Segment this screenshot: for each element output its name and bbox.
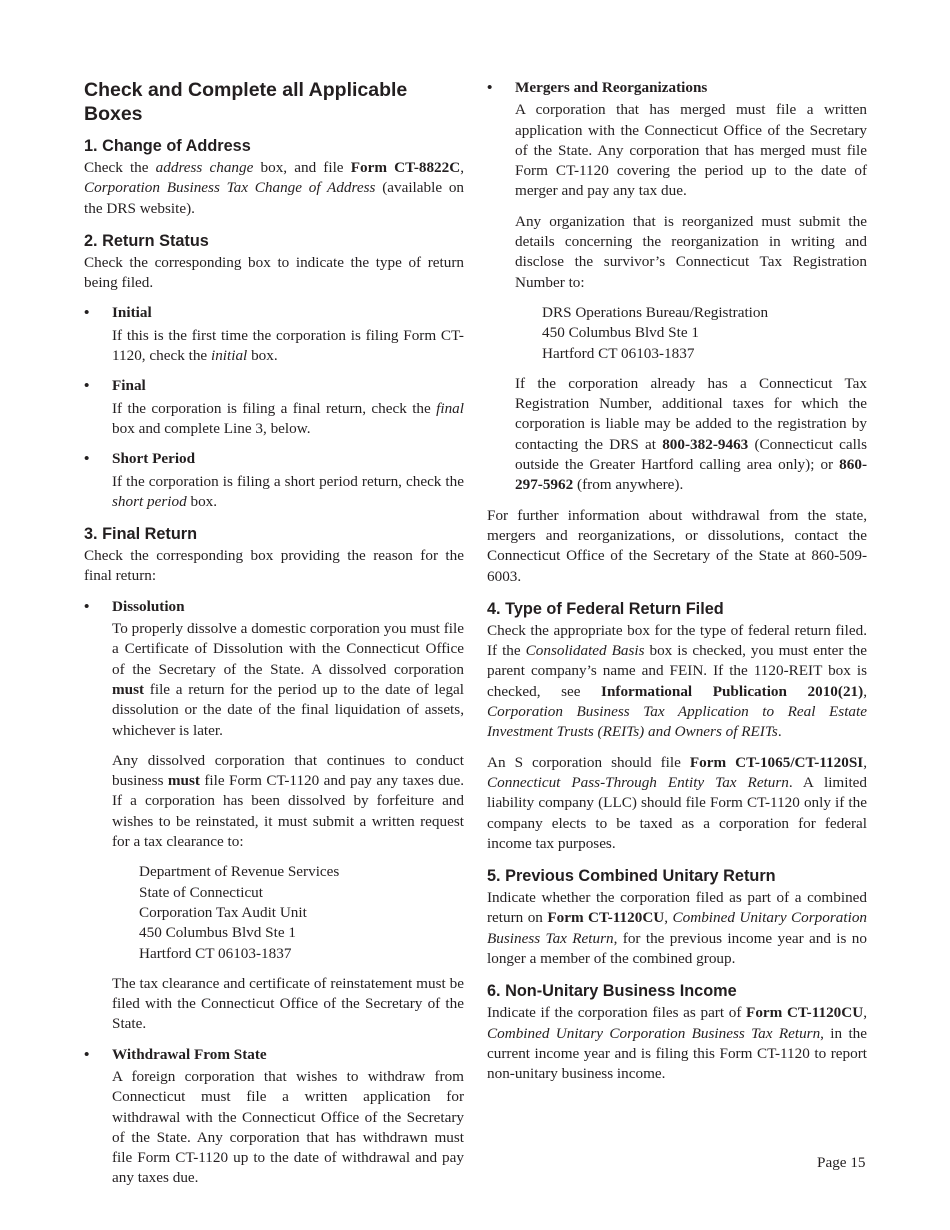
previous-combined-text: Indicate whether the corporation filed as part of a combined return on Form CT-1120CU, Combined Unitary Corporation Business Tax Return, for the previous income year and is no longer a member of the combined group.: [487, 889, 868, 967]
final-text: If the corporation is filing a final return, check the final box and complete Line 3, below.: [112, 399, 464, 437]
further-information-text: For further information about withdrawal from the state, mergers and reorganizations, or dissolutions, contact the Connecticut Office of the Secretary of the State at 860-509-6003.: [487, 506, 867, 585]
mergers-text-1: A corporation that has merged must file a written application with the Connecticut Office of the Secretary of the State. Any corporation that has merged must file Form CT-1120 covering the period up to the date of merger and pay any tax due.: [515, 101, 867, 200]
initial-text: If this is the first time the corporation is filing Form CT-1120, check the initial box.: [112, 326, 464, 365]
section-title: 2. Return Status: [84, 231, 209, 250]
short-period-text: If the corporation is filing a short period return, check the short period box.: [112, 472, 464, 510]
section-title: 4. Type of Federal Return Filed: [487, 599, 724, 618]
section-return-status: [84, 231, 464, 512]
return-status-intro: Check the corresponding box to indicate the type of return being filed.: [84, 253, 464, 292]
dissolution-text-2: Any dissolved corporation that continues to conduct business must file Form CT-1120 and pay any taxes due. If a corporation has been dissolved by forfeiture and wishes to be reinstated, it must submit a written request for a tax clearance to:: [112, 751, 464, 851]
section-previous-combined: [487, 866, 867, 969]
section-final-return: [84, 524, 464, 1189]
section-title: 5. Previous Combined Unitary Return: [487, 867, 776, 886]
section-federal-return: [487, 599, 867, 854]
registration-address: DRS Operations Bureau/Registration 450 Columbus Blvd Ste 1 Hartford CT 06103-1837: [542, 303, 769, 362]
right-column: [487, 78, 867, 1096]
bullet-short-period: • Short Period: [84, 449, 464, 469]
bullet-final: • Final: [84, 376, 464, 396]
bullet-icon: •: [84, 450, 90, 468]
bullet-icon: •: [84, 377, 90, 395]
federal-return-text-2: An S corporation should file Form CT-1065/CT-1120SI, Connecticut Pass-Through Entity Tax Return. A limited liability company (LLC) should file Form CT-1120 only if the company elects to be taxed as a corporation for federal income tax purposes.: [487, 753, 867, 852]
bullet-icon: •: [84, 304, 90, 322]
final-return-intro: Check the corresponding box providing the reason for the final return:: [84, 547, 464, 585]
mergers-text-3: If the corporation already has a Connecticut Tax Registration Number, additional taxes for which the corporation is liable may be added to the registration by contacting the DRS at 800-382-9463 (Connecticut calls outside the Greater Hartford calling area only); or 860-297-5962 (from anywhere).: [515, 374, 867, 494]
main-heading: Check and Complete all Applicable Boxes: [84, 79, 408, 125]
dissolution-text-1: To properly dissolve a domestic corporation you must file a Certificate of Dissolution with the Connecticut Office of the Secretary of the State. A dissolved corporation must file a return for the period up to the date of legal dissolution or the date of the final liquidation of assets, whichever is later.: [112, 620, 464, 739]
bullet-initial: • Initial: [84, 303, 464, 323]
page-number: Page 15: [817, 1154, 866, 1171]
bullet-mergers: • Mergers and Reorganizations: [487, 78, 867, 98]
section-change-of-address: [84, 136, 464, 219]
tax-audit-address: Department of Revenue Services State of Connecticut Corporation Tax Audit Unit 450 Columbus Blvd Ste 1 Hartford CT 06103-1837: [139, 863, 340, 962]
section-non-unitary: [487, 981, 867, 1084]
bullet-withdrawal: • Withdrawal From State: [84, 1045, 464, 1065]
non-unitary-text: Indicate if the corporation files as part of Form CT-1120CU, Combined Unitary Corporation Business Tax Return, in the current income year and is filing this Form CT-1120 to report non-unitary business income.: [487, 1004, 867, 1083]
bullet-icon: •: [84, 597, 90, 615]
dissolution-text-3: The tax clearance and certificate of reinstatement must be filed with the Connecticut Office of the Secretary of the State.: [112, 974, 464, 1033]
bullet-dissolution: • Dissolution: [84, 597, 464, 617]
section-title: 1. Change of Address: [84, 137, 251, 155]
federal-return-text-1: Check the appropriate box for the type of federal return filed. If the Consolidated Basis box is checked, you must enter the parent company’s name and FEIN. If the 1120-REIT box is checked, see Informational Publication 2010(21), Corporation Business Tax Application to Real Estate Investment Trusts (REITs) and Owners of REITs.: [487, 621, 867, 741]
bullet-icon: •: [487, 79, 493, 96]
section-title: 3. Final Return: [84, 525, 198, 544]
change-of-address-text: Check the address change box, and file Form CT-8822C, Corporation Business Tax Change of Address (available on the DRS website).: [84, 159, 465, 217]
mergers-text-2: Any organization that is reorganized must submit the details concerning the reorganization in writing and disclose the survivor’s Connecticut Tax Registration Number to:: [515, 212, 867, 291]
withdrawal-text: A foreign corporation that wishes to withdraw from Connecticut must file a written application for withdrawal with the Connecticut Office of the Secretary of the State. Any corporation that has withdrawn must file Form CT-1120 up to the date of withdrawal and pay any taxes due.: [112, 1067, 464, 1187]
section-title: 6. Non-Unitary Business Income: [487, 982, 737, 1001]
left-column: [84, 78, 464, 1201]
bullet-icon: •: [84, 1045, 90, 1063]
